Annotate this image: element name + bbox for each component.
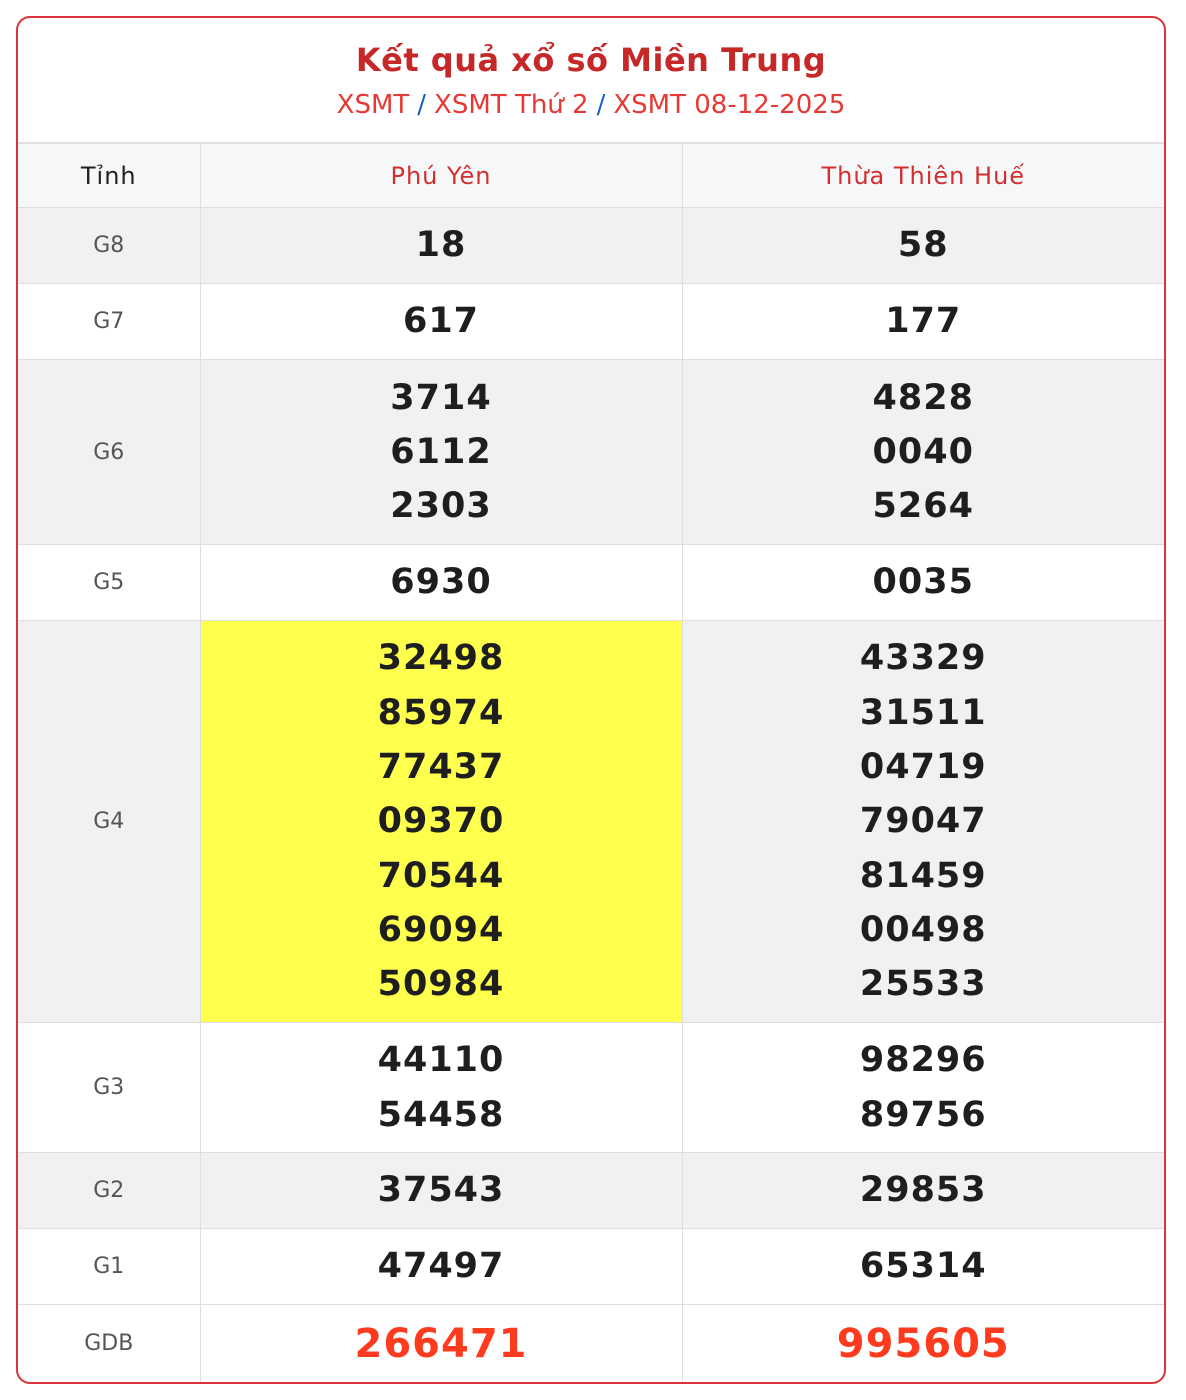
result-cell xyxy=(200,360,682,545)
lottery-number: 50984 xyxy=(377,964,505,1005)
prize-label: G3 xyxy=(18,1023,200,1153)
breadcrumb xyxy=(18,90,1164,120)
lottery-number: 2303 xyxy=(390,486,492,527)
result-cell xyxy=(200,284,682,360)
lottery-number: 32498 xyxy=(377,638,505,679)
lottery-number: 4828 xyxy=(872,377,974,418)
result-cell xyxy=(200,621,682,1023)
prize-label: G7 xyxy=(18,284,200,360)
result-cell xyxy=(682,360,1164,545)
lottery-number: 5264 xyxy=(872,486,974,527)
result-cell xyxy=(200,545,682,621)
lottery-number: 70544 xyxy=(377,855,505,896)
lottery-number: 31511 xyxy=(859,692,987,733)
page-title: Kết quả xổ số Miền Trung xyxy=(355,41,827,79)
prize-label: GDB xyxy=(18,1305,200,1383)
lottery-number: 177 xyxy=(885,301,962,342)
column-header-phu-yen[interactable]: Phú Yên xyxy=(200,144,682,208)
prize-row-g1 xyxy=(18,1229,1164,1305)
prize-label: G8 xyxy=(18,208,200,284)
lottery-number: 00498 xyxy=(859,909,987,950)
lottery-number: 65314 xyxy=(859,1246,987,1287)
lottery-number: 43329 xyxy=(859,638,987,679)
lottery-number: 0040 xyxy=(872,431,974,472)
lottery-number: 6930 xyxy=(390,562,492,603)
prize-row-g3 xyxy=(18,1023,1164,1153)
breadcrumb-xsmt-thu-2[interactable]: XSMT Thứ 2 xyxy=(434,90,589,120)
prize-row-g7 xyxy=(18,284,1164,360)
prize-row-g4 xyxy=(18,621,1164,1023)
lottery-number: 98296 xyxy=(859,1040,987,1081)
result-cell xyxy=(200,208,682,284)
lottery-number: 25533 xyxy=(859,964,987,1005)
lottery-number: 18 xyxy=(415,225,467,266)
result-cell xyxy=(682,621,1164,1023)
result-cell xyxy=(682,1023,1164,1153)
result-cell xyxy=(682,1153,1164,1229)
result-cell xyxy=(200,1023,682,1153)
prize-label: G4 xyxy=(18,621,200,1023)
prize-row-g5 xyxy=(18,545,1164,621)
special-prize-number: 266471 xyxy=(354,1320,528,1367)
table-header-row xyxy=(18,144,1164,208)
prize-label: G6 xyxy=(18,360,200,545)
column-header-thua-thien-hue[interactable]: Thừa Thiên Huế xyxy=(682,144,1164,208)
breadcrumb-xsmt-date[interactable]: XSMT 08-12-2025 xyxy=(613,90,846,120)
results-table xyxy=(18,143,1164,1383)
prize-row-gdb xyxy=(18,1305,1164,1383)
breadcrumb-separator: / xyxy=(596,90,606,120)
prize-row-g8 xyxy=(18,208,1164,284)
special-prize-number: 995605 xyxy=(836,1320,1010,1367)
lottery-number: 47497 xyxy=(377,1246,505,1287)
prize-label: G5 xyxy=(18,545,200,621)
result-cell xyxy=(200,1153,682,1229)
lottery-number: 29853 xyxy=(859,1170,987,1211)
result-cell xyxy=(682,545,1164,621)
lottery-number: 54458 xyxy=(377,1094,505,1135)
result-cell xyxy=(682,1229,1164,1305)
result-cell xyxy=(682,1305,1164,1383)
lottery-number: 81459 xyxy=(859,855,987,896)
lottery-number: 77437 xyxy=(377,747,505,788)
results-card xyxy=(16,16,1166,1384)
result-cell xyxy=(682,284,1164,360)
breadcrumb-xsmt[interactable]: XSMT xyxy=(336,90,410,120)
lottery-number: 6112 xyxy=(390,431,492,472)
lottery-number: 85974 xyxy=(377,692,505,733)
lottery-number: 617 xyxy=(402,301,480,342)
prize-row-g6 xyxy=(18,360,1164,545)
prize-label: G1 xyxy=(18,1229,200,1305)
prize-row-g2 xyxy=(18,1153,1164,1229)
result-cell xyxy=(682,208,1164,284)
lottery-number: 09370 xyxy=(377,801,505,842)
column-header-province-label: Tỉnh xyxy=(18,144,200,208)
lottery-number: 3714 xyxy=(390,377,492,418)
lottery-number: 58 xyxy=(897,225,949,266)
result-cell xyxy=(200,1305,682,1383)
lottery-number: 37543 xyxy=(377,1170,505,1211)
prize-label: G2 xyxy=(18,1153,200,1229)
lottery-number: 0035 xyxy=(872,562,974,603)
results-header xyxy=(18,18,1164,143)
lottery-number: 69094 xyxy=(377,909,505,950)
breadcrumb-separator: / xyxy=(417,90,427,120)
lottery-number: 04719 xyxy=(859,747,987,788)
lottery-number: 44110 xyxy=(377,1040,505,1081)
result-cell xyxy=(200,1229,682,1305)
lottery-number: 89756 xyxy=(859,1094,987,1135)
lottery-number: 79047 xyxy=(859,801,987,842)
